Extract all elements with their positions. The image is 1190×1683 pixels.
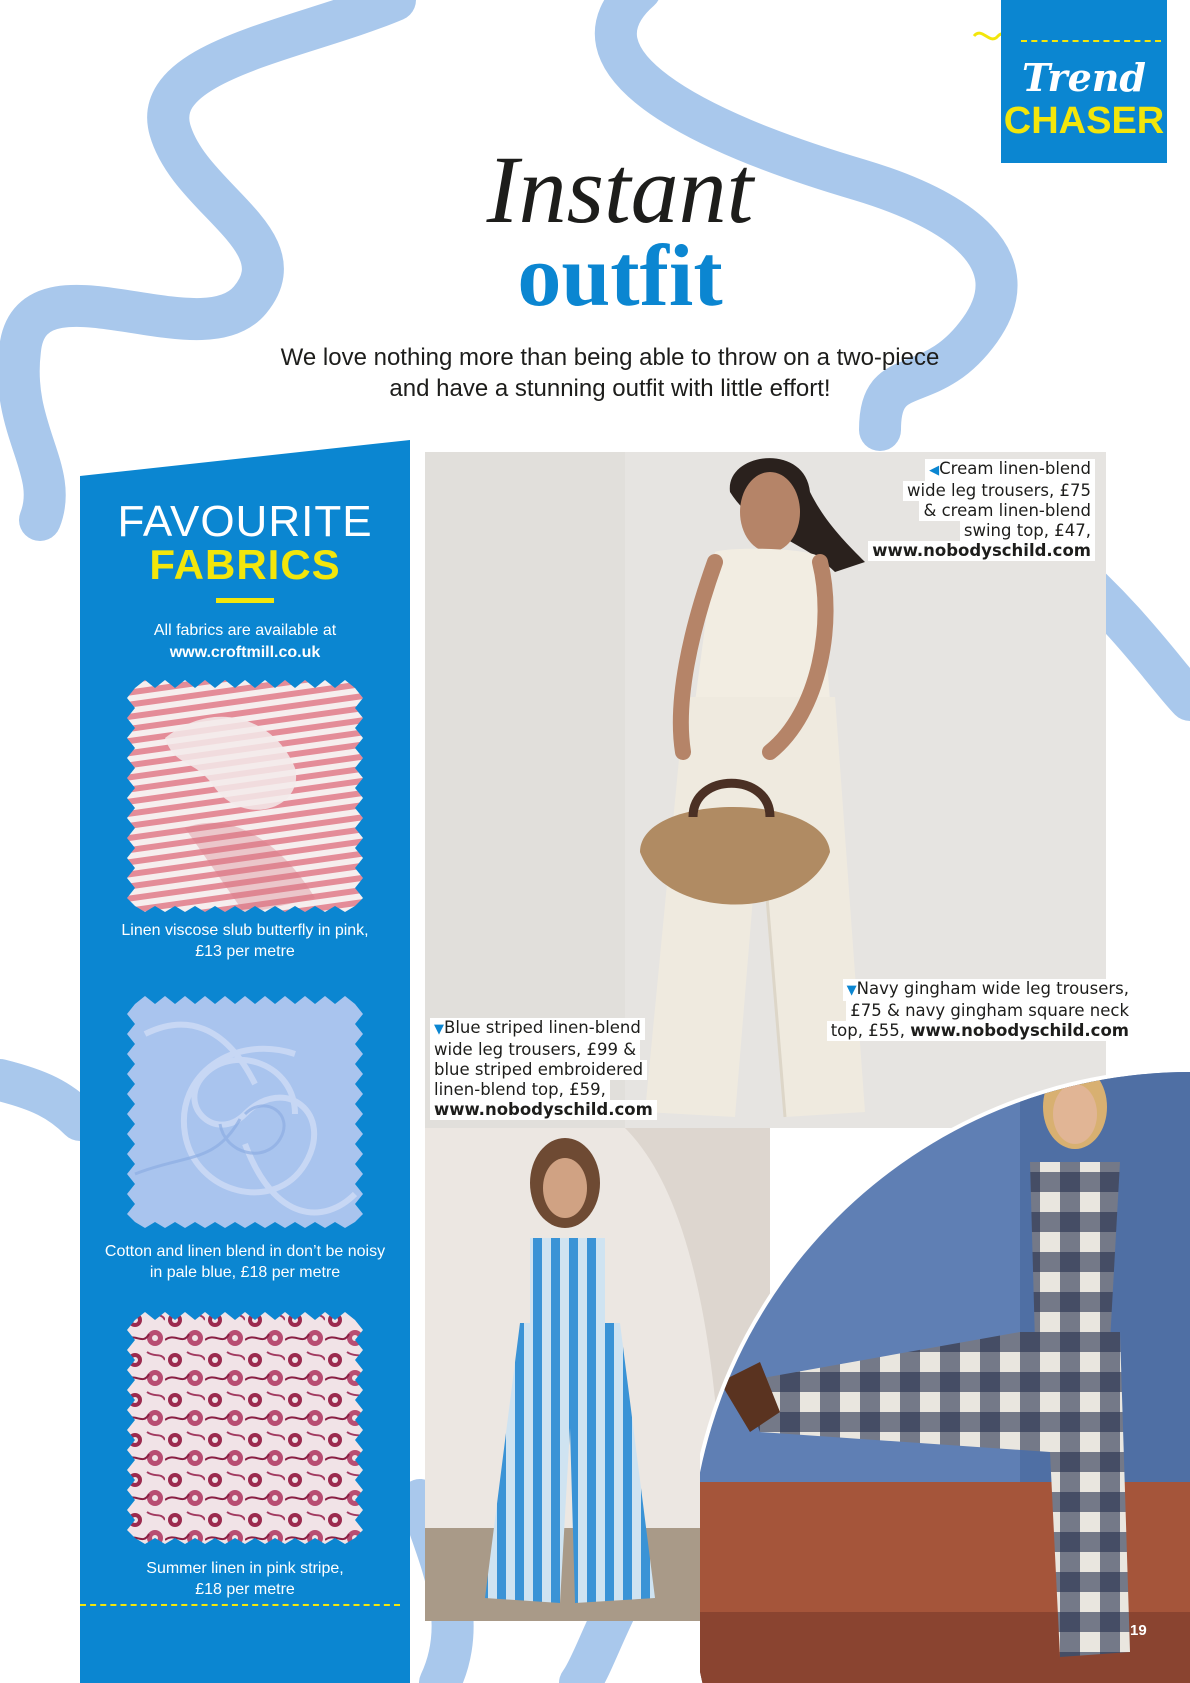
label-cream-outfit bbox=[858, 459, 1095, 561]
label-navy-line1: ▼Navy gingham wide leg trousers, bbox=[843, 979, 1133, 1001]
label-blue-line1: ▼Blue striped linen-blend bbox=[430, 1018, 645, 1040]
badge-line-trend: Trend bbox=[1022, 55, 1146, 100]
fabric-caption-3 bbox=[80, 1558, 410, 1600]
fabric-swatch-floral bbox=[125, 1310, 365, 1546]
label-navy-line3: top, £55, www.nobodyschild.com bbox=[827, 1021, 1133, 1041]
sidebar-note-text: All fabrics are available at bbox=[153, 622, 337, 639]
label-blue-outfit bbox=[430, 1018, 670, 1120]
photo-navy-gingham-outfit bbox=[700, 1052, 1190, 1683]
fabric-caption-1-line2: £13 per metre bbox=[195, 943, 295, 960]
label-cream-line1: ◀Cream linen-blend bbox=[925, 459, 1095, 481]
sidebar-note-url: www.croftmill.co.uk bbox=[169, 644, 321, 661]
fabric-swatch-pink-stripe bbox=[125, 678, 365, 914]
fabric-caption-2 bbox=[80, 1241, 410, 1283]
page-number: 19 bbox=[1130, 1622, 1147, 1639]
label-cream-line3: & cream linen-blend bbox=[919, 501, 1095, 521]
fabric-caption-1 bbox=[80, 920, 410, 962]
label-navy-line2: £75 & navy gingham square neck bbox=[846, 1001, 1133, 1021]
label-blue-url[interactable]: www.nobodyschild.com bbox=[430, 1100, 657, 1120]
arrow-down-icon: ▼ bbox=[846, 983, 857, 998]
label-navy-outfit bbox=[815, 979, 1133, 1041]
arrow-left-icon: ◀ bbox=[929, 463, 940, 478]
fabric-caption-3-line2: £18 per metre bbox=[195, 1581, 295, 1598]
label-navy-url[interactable]: www.nobodyschild.com bbox=[910, 1021, 1129, 1040]
intro-line-1: We love nothing more than being able to throw on a two-piece bbox=[280, 344, 940, 371]
sidebar-dashed-line bbox=[80, 1604, 400, 1606]
fabric-caption-3-line1: Summer linen in pink stripe, bbox=[146, 1560, 344, 1577]
fabric-swatch-pale-blue bbox=[125, 994, 365, 1230]
label-blue-line4: linen-blend top, £59, bbox=[430, 1080, 610, 1100]
fabric-caption-2-line2: in pale blue, £18 per metre bbox=[149, 1264, 341, 1281]
intro-text bbox=[230, 342, 990, 404]
arrow-down-icon: ▼ bbox=[434, 1022, 444, 1037]
label-blue-line3: blue striped embroidered bbox=[430, 1060, 647, 1080]
headline-instant: Instant bbox=[486, 136, 754, 243]
label-cream-url[interactable]: www.nobodyschild.com bbox=[868, 541, 1095, 561]
headline-outfit: outfit bbox=[517, 228, 723, 325]
label-blue-line2: wide leg trousers, £99 & bbox=[430, 1040, 640, 1060]
sidebar-note bbox=[80, 620, 410, 664]
fabric-caption-1-line1: Linen viscose slub butterfly in pink, bbox=[121, 922, 369, 939]
badge-dashed-line bbox=[1021, 40, 1161, 42]
sidebar-rule bbox=[216, 598, 274, 603]
trend-chaser-badge bbox=[1001, 0, 1167, 163]
sidebar-title-favourite: FAVOURITE bbox=[117, 497, 373, 546]
label-cream-line2: wide leg trousers, £75 bbox=[903, 481, 1095, 501]
intro-line-2: and have a stunning outfit with little effort! bbox=[389, 375, 831, 402]
badge-line-chaser: CHASER bbox=[1003, 100, 1165, 142]
sidebar-title-fabrics: FABRICS bbox=[149, 541, 341, 588]
label-cream-line4: swing top, £47, bbox=[960, 521, 1095, 541]
fabric-caption-2-line1: Cotton and linen blend in don’t be noisy bbox=[104, 1243, 386, 1260]
